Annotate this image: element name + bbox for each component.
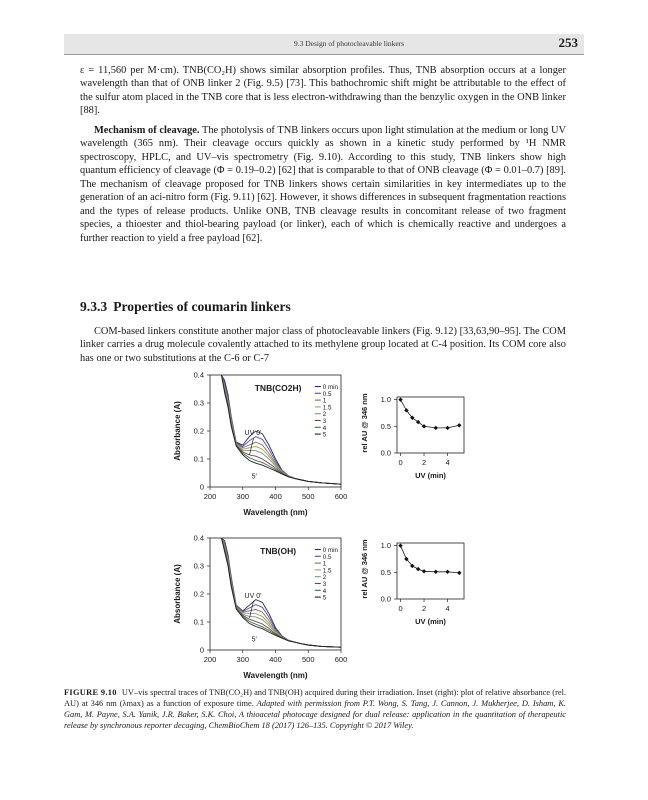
spectra-tnb-co2h-annotation-uv: UV 0': [244, 429, 262, 437]
running-title: 9.3 Design of photocleavable linkers: [294, 39, 405, 48]
spectra-tnb-co2h-frame: [210, 375, 341, 487]
spectra-tnb-co2h-legend-label: 3: [322, 418, 327, 425]
spectra-tnb-oh-annotation-uv: UV 0': [244, 592, 262, 600]
page-number: 253: [558, 35, 578, 50]
caption-text: UV–vis spectral traces of TNB(CO₂H) and TNB(OH) acquired during their irradiation. Inset (right): plot of relative absorbance (rel. AU) at 346 nm (λmax) as a function of exposure time.: [64, 688, 567, 709]
spectra-tnb-oh-annotation-5min: 5': [251, 636, 257, 644]
inset-tnb-oh-data-point: [434, 570, 438, 574]
spectra-tnb-co2h-legend-label: 5: [322, 431, 327, 439]
running-header: [64, 34, 584, 55]
spectra-tnb-oh-xtick-label: 400: [269, 655, 282, 664]
spectra-tnb-oh-ytick-label: 0.2: [193, 589, 204, 599]
spectra-tnb-oh-legend-label: 0 min: [322, 547, 338, 554]
spectra-tnb-oh-xlabel: Wavelength (nm): [243, 671, 308, 680]
spectra-tnb-oh-legend-label: 1: [322, 560, 327, 568]
caption-credit: Adapted with permission from P.T. Wong, S. Tang, J. Cannon, J. Mukherjee, D. Isham, K. Gam, M. Payne, S.A. Yanik, J.R. Baker, S.K. Choi, A thioacetal photocage designed for dual release: application in the quantitation of therapeutic release by synchronous reporter decaging, ChemBioChem 18 (2017) 126–135. Copyright © 2017 Wiley.: [64, 699, 566, 731]
spectra-tnb-co2h-ytick-label: 0.1: [193, 454, 204, 464]
spectra-tnb-co2h-legend-label: 4: [322, 424, 327, 432]
spectra-tnb-oh-series-line: [222, 538, 342, 647]
spectra-tnb-co2h-ylabel: Absorbance (A): [173, 401, 182, 461]
spectra-tnb-oh-ytick-label: 0.4: [193, 533, 204, 543]
spectra-tnb-co2h-ytick-label: 0.3: [193, 398, 204, 408]
section-number: 9.3.3: [80, 299, 108, 314]
spectra-tnb-oh-xtick-label: 600: [334, 655, 348, 664]
spectra-tnb-co2h-xtick-label: 300: [236, 492, 250, 501]
inset-tnb-oh-ytick-label: 1.0: [380, 541, 391, 551]
inset-tnb-co2h-data-point: [457, 423, 461, 427]
spectra-tnb-co2h-xlabel: Wavelength (nm): [243, 508, 308, 517]
inset-tnb-oh-data-point: [398, 543, 402, 547]
spectra-tnb-co2h-legend-label: 0 min: [322, 384, 338, 391]
spectra-tnb-co2h-legend-label: 1: [322, 397, 327, 405]
spectra-tnb-oh-ytick-label: 0: [199, 645, 204, 655]
inset-tnb-oh-trend-line: [401, 546, 460, 573]
spectra-tnb-co2h-xtick-label: 400: [269, 492, 282, 501]
spectra-tnb-oh-series-line: [222, 538, 342, 647]
spectra-tnb-oh-series-line: [222, 538, 342, 647]
inset-tnb-co2h-data-point: [434, 426, 438, 430]
spectra-tnb-co2h-series-line: [222, 375, 342, 484]
paragraph-absorption: ε = 11,560 per M·cm). TNB(CO₂H) shows similar absorption profiles. Thus, TNB absorption occurs at a longer wavelength than that of ONB linker 2 (Fig. 9.5) [73]. This bathochromic shift might be attributable to the effect of the sulfur atom placed in the TNB core that is less electron-withdrawing than the benzylic oxygen in the ONB linker [88].: [80, 65, 566, 117]
spectra-tnb-oh-series-line: [222, 538, 342, 647]
spectra-tnb-oh-legend-label: 5: [322, 594, 327, 602]
spectra-tnb-oh-series-line: [222, 538, 342, 647]
inset-tnb-co2h-trend-line: [401, 400, 460, 428]
inset-tnb-oh-ytick-label: 0.5: [380, 567, 391, 577]
inset-tnb-oh-xtick-label: 0: [398, 604, 403, 613]
spectra-tnb-co2h-legend-label: 2: [322, 411, 327, 419]
paragraph-coumarin: COM-based linkers constitute another major class of photocleavable linkers (Fig. 9.12) [33,63,90–95]. The COM linker carries a drug molecule covalently attached to its methylene group located at C-4 position. Its COM core also has one or two substitutions at the C-6 or C-7: [80, 326, 566, 364]
inset-tnb-oh-xtick-label: 2: [421, 604, 427, 613]
spectra-tnb-co2h-ytick-label: 0.2: [193, 426, 204, 436]
mechanism-text: The photolysis of TNB linkers occurs upon light stimulation at the medium or long UV wavelength (365 nm). Their cleavage occurs quickly as shown in a kinetic study performed by ¹H NMR spectroscopy, HPLC, and UV–vis spectrometry (Fig. 9.10). According to this study, TNB linkers show high quantum efficiency of cleavage (Φ = 0.19–0.2) [62] that is comparable to that of ONB cleavage (Φ = 0.01–0.7) [89]. The mechanism of cleavage proposed for TNB linkers shows certain similarities in key intermediates up to the generation of an aci-nitro form (Fig. 9.11) [62]. However, it shows differences in subsequent fragmentation reactions and the types of release products. Unlike ONB, TNB cleavage results in concomitant release of two fragment species, a thioester and thiol-bearing payload (or linker), each of which is chemically reactive and undergoes a further reaction to yield a free payload [62].: [80, 125, 567, 244]
inset-tnb-oh-ylabel: rel AU @ 346 nm: [360, 539, 369, 599]
inset-tnb-co2h-ytick-label: 1.0: [380, 395, 391, 405]
spectra-tnb-co2h-series-line: [222, 375, 342, 484]
spectra-tnb-oh-title: TNB(OH): [260, 546, 297, 556]
spectra-tnb-oh-legend-label: 2: [322, 574, 327, 582]
spectra-tnb-co2h-xtick-label: 500: [301, 492, 315, 501]
inset-tnb-oh-data-point: [404, 557, 408, 561]
spectra-tnb-oh-xtick-label: 300: [236, 655, 250, 664]
spectra-tnb-co2h-legend-label: 0.5: [322, 390, 332, 398]
spectra-tnb-oh-ytick-label: 0.3: [193, 561, 204, 571]
inset-tnb-co2h-xtick-label: 4: [445, 458, 450, 467]
spectra-tnb-co2h-xtick-label: 600: [334, 492, 348, 501]
spectra-tnb-oh-legend-label: 1.5: [322, 567, 332, 575]
inset-tnb-co2h-ytick-label: 0.0: [380, 448, 391, 458]
inset-tnb-co2h-frame: [397, 397, 464, 453]
inset-tnb-oh-xlabel: UV (min): [415, 617, 446, 626]
inset-tnb-co2h-ytick-label: 0.5: [380, 421, 391, 431]
inset-tnb-co2h-data-point: [398, 397, 402, 401]
inset-tnb-oh-data-point: [422, 569, 426, 573]
spectra-tnb-oh-xtick-label: 500: [301, 655, 315, 664]
spectra-tnb-oh-ytick-label: 0.1: [193, 617, 204, 627]
section-heading: [80, 299, 291, 315]
inset-tnb-co2h-data-point: [410, 416, 414, 420]
inset-tnb-oh-data-point: [457, 571, 461, 575]
spectra-tnb-co2h-annotation-arrow: [250, 438, 254, 455]
inset-tnb-oh-ytick-label: 0.0: [380, 594, 391, 604]
inset-tnb-co2h-data-point: [445, 426, 449, 430]
spectra-tnb-oh-legend-label: 0.5: [322, 553, 332, 561]
spectra-tnb-oh-legend-label: 3: [322, 581, 327, 588]
spectra-tnb-co2h-series-line: [222, 375, 342, 484]
spectra-tnb-co2h-series-line: [222, 375, 342, 484]
paragraph-mechanism: [80, 124, 566, 245]
spectra-tnb-co2h-legend-label: 1.5: [322, 404, 332, 412]
inset-tnb-co2h-xlabel: UV (min): [415, 471, 446, 480]
inset-tnb-co2h-xtick-label: 2: [421, 458, 427, 467]
spectra-tnb-co2h-ytick-label: 0.4: [193, 370, 204, 380]
spectra-tnb-oh-legend-label: 4: [322, 587, 327, 595]
spectra-tnb-co2h-ytick-label: 0: [199, 482, 204, 492]
inset-tnb-oh-frame: [397, 543, 464, 599]
spectra-tnb-oh-series-line: [222, 538, 342, 647]
inset-tnb-co2h-data-point: [404, 408, 408, 412]
spectra-tnb-co2h-series-line: [222, 375, 342, 484]
spectra-tnb-co2h-xtick-label: 200: [203, 492, 217, 501]
spectra-tnb-co2h-series-line: [222, 375, 342, 484]
mechanism-heading: Mechanism of cleavage.: [94, 125, 200, 136]
figure-caption: [64, 687, 566, 731]
spectra-tnb-oh-annotation-arrow: [250, 601, 254, 618]
inset-tnb-oh-data-point: [416, 567, 420, 571]
inset-tnb-oh-data-point: [445, 570, 449, 574]
spectra-tnb-co2h-series-line: [222, 375, 342, 484]
spectra-tnb-co2h-title: TNB(CO2H): [254, 383, 302, 393]
caption-label: FIGURE 9.10: [64, 688, 117, 697]
section-title: Properties of coumarin linkers: [113, 299, 291, 314]
spectra-tnb-oh-ylabel: Absorbance (A): [173, 564, 182, 624]
spectra-tnb-oh-frame: [210, 538, 341, 650]
spectra-tnb-co2h-annotation-5min: 5': [251, 473, 257, 481]
inset-tnb-co2h-ylabel: rel AU @ 346 nm: [360, 393, 369, 453]
spectra-tnb-oh-series-line: [222, 538, 342, 647]
spectra-tnb-co2h-series-line: [222, 375, 342, 484]
inset-tnb-co2h-data-point: [422, 424, 426, 428]
inset-tnb-co2h-xtick-label: 0: [398, 458, 403, 467]
inset-tnb-oh-xtick-label: 4: [445, 604, 450, 613]
inset-tnb-oh-data-point: [410, 564, 414, 568]
inset-tnb-co2h-data-point: [416, 420, 420, 424]
spectra-tnb-oh-xtick-label: 200: [203, 655, 217, 664]
spectra-tnb-oh-series-line: [222, 538, 342, 647]
